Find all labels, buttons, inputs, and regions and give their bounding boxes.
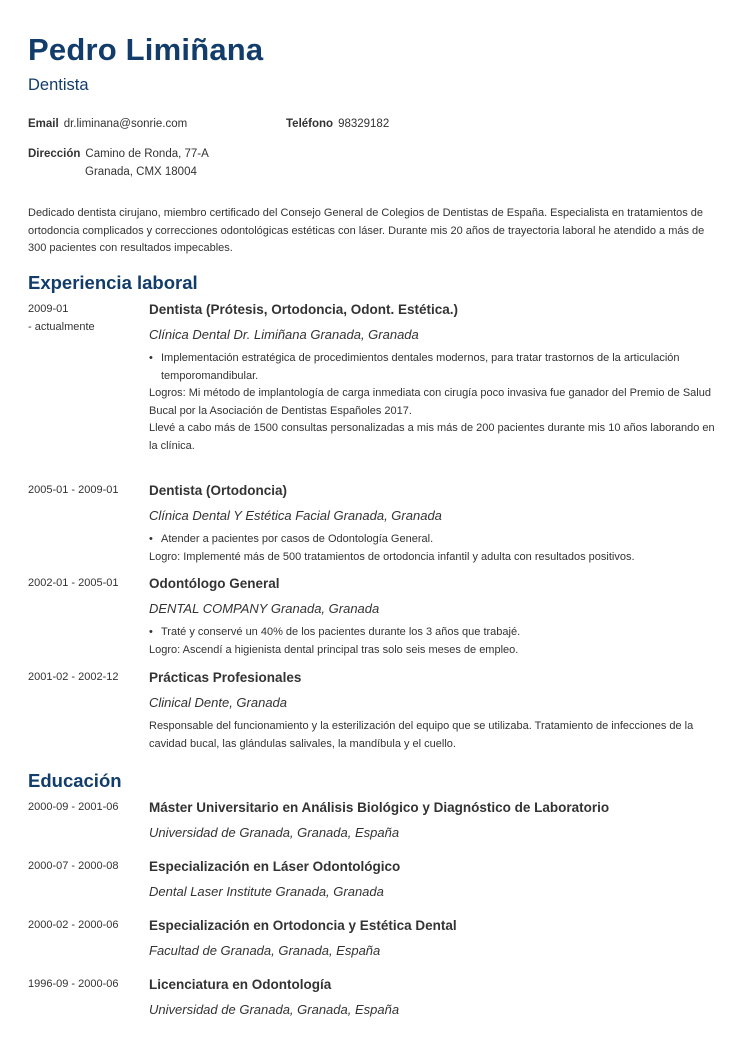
entry-date: 2005-01 - 2009-01	[28, 484, 119, 496]
entry-body	[149, 482, 722, 566]
email-value[interactable]: dr.liminana@sonrie.com	[63, 118, 188, 130]
entry-title: Prácticas Profesionales	[149, 670, 302, 685]
candidate-role: Dentista	[28, 76, 89, 94]
contact-email	[28, 118, 187, 130]
entry-description	[149, 531, 722, 566]
entry-title: Dentista (Prótesis, Ortodoncia, Odont. Estética.)	[149, 302, 459, 317]
entry-title: Licenciatura en Odontología	[149, 977, 332, 992]
entry-line: Llevé a cabo más de 1500 consultas personalizadas a mis más de 200 pacientes durante mis 10 años laborando en la clínica.	[149, 422, 715, 452]
entry-title: Máster Universitario en Análisis Biológico y Diagnóstico de Laboratorio	[149, 800, 610, 815]
section-title-education: Educación	[28, 770, 122, 791]
entry-title: Especialización en Láser Odontológico	[149, 859, 401, 874]
entry-date	[28, 301, 138, 336]
contact-phone	[286, 118, 389, 130]
entry-date: 2000-02 - 2000-06	[28, 919, 119, 931]
entry-body	[149, 976, 722, 1019]
entry-date: 1996-09 - 2000-06	[28, 978, 119, 990]
entry-organization: Dental Laser Institute Granada, Granada	[149, 884, 384, 899]
entry-line: Logro: Ascendí a higienista dental principal tras solo seis meses de empleo.	[149, 643, 519, 656]
entry-date-start: 2009-01	[28, 303, 69, 315]
entry-bullet: • Atender a pacientes por casos de Odontología General.	[149, 531, 722, 549]
entry-body	[149, 301, 722, 455]
address-line1: Camino de Ronda, 77-A	[85, 148, 209, 160]
entry-date: 2000-07 - 2000-08	[28, 860, 119, 872]
entry-body	[149, 799, 722, 842]
entry-line: Logro: Implementé más de 500 tratamientos de ortodoncia infantil y adulta con resultados positivos.	[149, 550, 635, 563]
entry-organization: Clinical Dente, Granada	[149, 695, 288, 710]
entry-line: Logros: Mi método de implantología de carga inmediata con cirugía poco invasiva fue ganador del Premio de Salud Bucal por la Asociación de Dentistas Españoles 2017.	[149, 387, 711, 417]
entry-description: Responsable del funcionamiento y la esterilización del equipo que se utilizaba. Tratamiento de infecciones de la cavidad bucal, las glándulas salivales, la mandíbula y el cuello.	[149, 720, 694, 750]
entry-body	[149, 858, 722, 901]
entry-date: 2001-02 - 2002-12	[28, 671, 119, 683]
entry-bullet: • Traté y conservé un 40% de los pacientes durante los 3 años que trabajé.	[149, 624, 722, 642]
contact-address	[28, 145, 209, 181]
entry-bullet: • Implementación estratégica de procedimientos dentales modernos, para tratar trastornos de la articulación temporomandibular.	[149, 350, 722, 385]
phone-label: Teléfono	[286, 118, 334, 130]
entry-organization: Clínica Dental Y Estética Facial Granada, Granada	[149, 508, 442, 523]
entry-organization: Universidad de Granada, Granada, España	[149, 1002, 400, 1017]
address-label: Dirección	[28, 148, 81, 160]
entry-description	[149, 624, 722, 659]
entry-date: 2002-01 - 2005-01	[28, 577, 119, 589]
entry-body	[149, 669, 722, 753]
entry-date-end: - actualmente	[28, 320, 95, 333]
entry-title: Dentista (Ortodoncia)	[149, 483, 288, 498]
entry-description	[149, 350, 722, 455]
entry-title: Especialización en Ortodoncia y Estética Dental	[149, 918, 457, 933]
address-line2: Granada, CMX 18004	[85, 166, 197, 178]
entry-organization: Clínica Dental Dr. Limiñana Granada, Granada	[149, 327, 419, 342]
candidate-name: Pedro Limiñana	[28, 32, 264, 67]
entry-organization: Facultad de Granada, Granada, España	[149, 943, 381, 958]
entry-date: 2000-09 - 2001-06	[28, 801, 119, 813]
entry-title: Odontólogo General	[149, 576, 280, 591]
entry-body	[149, 917, 722, 960]
entry-organization: Universidad de Granada, Granada, España	[149, 825, 400, 840]
section-title-experience: Experiencia laboral	[28, 272, 198, 293]
entry-organization: DENTAL COMPANY Granada, Granada	[149, 601, 380, 616]
email-label: Email	[28, 118, 59, 130]
entry-body	[149, 575, 722, 659]
phone-value[interactable]: 98329182	[338, 118, 390, 130]
professional-summary: Dedicado dentista cirujano, miembro certificado del Consejo General de Colegios de Dentistas de España. Especialista en tratamientos de ortodoncia complicados y correcciones odontológicas estéticas con láser. Durante mis 20 años de trayectoria laboral he atendido a más de 300 pacientes con resultados impecables.	[28, 207, 705, 254]
